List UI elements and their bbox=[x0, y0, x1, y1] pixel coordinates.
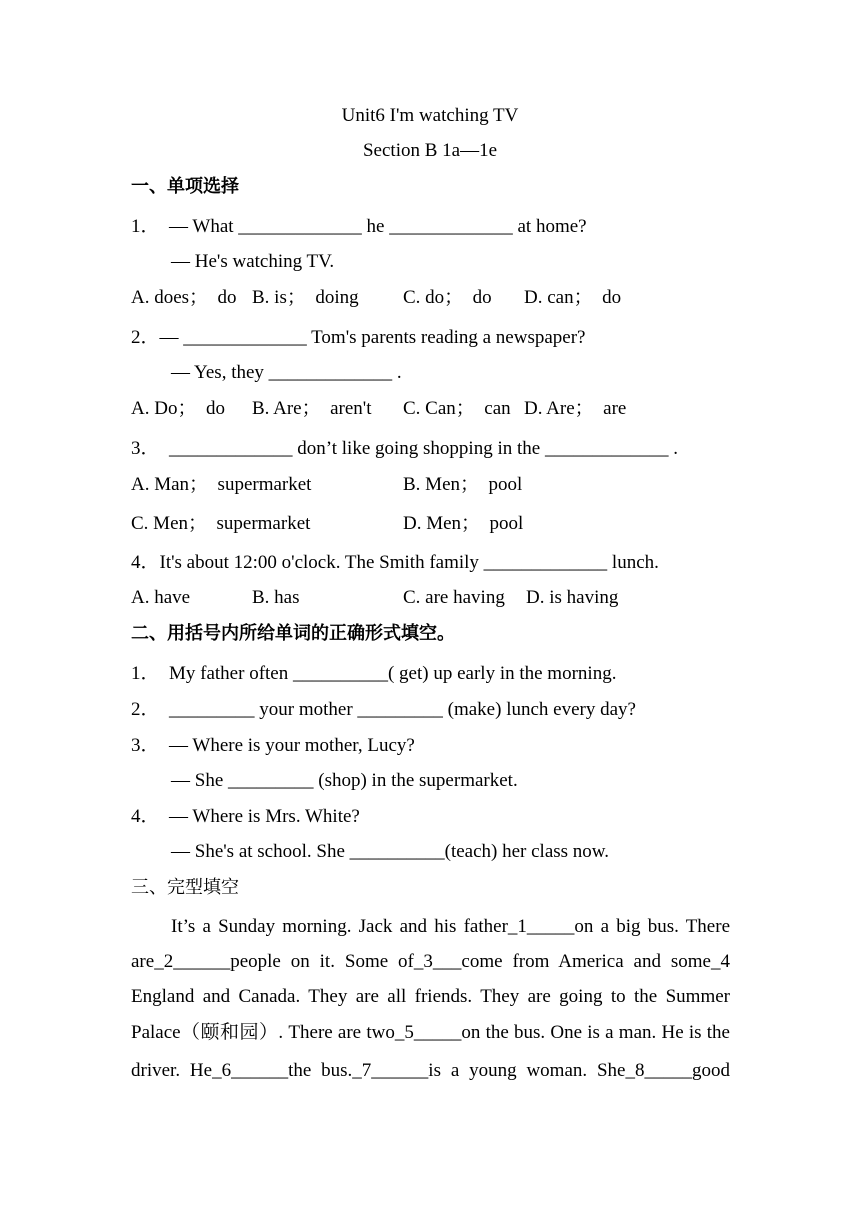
question-2-option-a: A. Do； do bbox=[131, 398, 225, 419]
question-4-stem: 4．It's about 12:00 o'clock. The Smith family _____________ lunch. bbox=[131, 552, 659, 573]
question-1-option-c: C. do； do bbox=[403, 287, 492, 308]
cloze-line: It’s a Sunday morning. Jack and his father_1_____on a big bus. There bbox=[171, 916, 730, 937]
question-4-option-d: D. is having bbox=[526, 587, 619, 608]
question-2-option-b: B. Are； aren't bbox=[252, 398, 372, 419]
question-3-option-b: B. Men； pool bbox=[403, 474, 523, 495]
section-heading-fill-in: 二、用括号内所给单词的正确形式填空。 bbox=[131, 623, 455, 644]
section-heading-cloze: 三、完型填空 bbox=[131, 877, 239, 898]
cloze-line: Palace（颐和园）. There are two_5_____on the bus. One is a man. He is the bbox=[131, 1022, 730, 1043]
question-2-stem: 2．— _____________ Tom's parents reading a newspaper? bbox=[131, 327, 586, 348]
fill-in-item: 2． _________ your mother _________ (make) lunch every day? bbox=[131, 699, 636, 720]
section-heading-multiple-choice: 一、单项选择 bbox=[131, 176, 239, 197]
fill-in-item: 4． — Where is Mrs. White? bbox=[131, 806, 360, 827]
question-1-option-a: A. does； do bbox=[131, 287, 237, 308]
page-title: Unit6 I'm watching TV bbox=[341, 105, 519, 126]
fill-in-item: 3． — Where is your mother, Lucy? bbox=[131, 735, 415, 756]
question-1-reply: — He's watching TV. bbox=[171, 251, 335, 272]
cloze-line: are_2______people on it. Some of_3___come from America and some_4 bbox=[131, 951, 730, 972]
question-4-option-a: A. have bbox=[131, 587, 191, 608]
question-4-option-b: B. has bbox=[252, 587, 300, 608]
cloze-line: driver. He_6______the bus._7______is a young woman. She_8_____good bbox=[131, 1060, 730, 1081]
question-1-option-b: B. is； doing bbox=[252, 287, 359, 308]
page-subtitle: Section B 1a—1e bbox=[362, 140, 498, 161]
question-2-option-d: D. Are； are bbox=[524, 398, 627, 419]
question-1-option-d: D. can； do bbox=[524, 287, 622, 308]
question-3-option-a: A. Man； supermarket bbox=[131, 474, 312, 495]
fill-in-item-reply: — She's at school. She __________(teach) her class now. bbox=[171, 841, 610, 862]
question-2-reply: — Yes, they _____________ . bbox=[171, 362, 402, 383]
question-2-option-c: C. Can； can bbox=[403, 398, 511, 419]
fill-in-item-reply: — She _________ (shop) in the supermarket. bbox=[171, 770, 518, 791]
question-1-stem: 1． — What _____________ he _____________ at home? bbox=[131, 216, 587, 237]
fill-in-item: 1． My father often __________( get) up early in the morning. bbox=[131, 663, 617, 684]
cloze-line: England and Canada. They are all friends. They are going to the Summer bbox=[131, 986, 730, 1007]
question-3-option-d: D. Men； pool bbox=[403, 513, 524, 534]
question-3-option-c: C. Men； supermarket bbox=[131, 513, 311, 534]
question-4-option-c: C. are having bbox=[403, 587, 505, 608]
question-3-stem: 3． _____________ don’t like going shopping in the _____________ . bbox=[131, 438, 678, 459]
